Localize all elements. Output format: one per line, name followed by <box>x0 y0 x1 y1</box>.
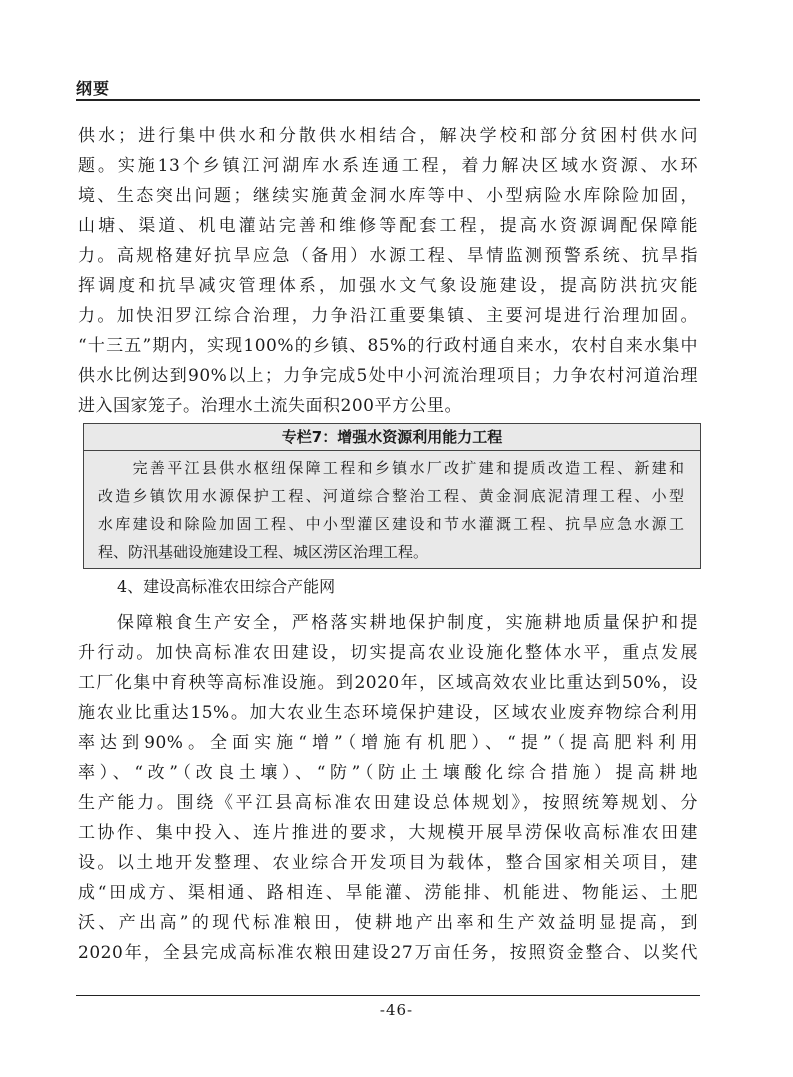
footer-divider <box>76 995 700 996</box>
box-text-line: 水库建设和除险加固工程、中小型灌区建设和节水灌溉工程、抗旱应急水源工 <box>98 515 684 533</box>
page-number: -46- <box>379 1001 414 1019</box>
text-line: 供水比例达到90%以上；力争完成5处中小河流治理项目；力争农村河道治理 <box>78 366 698 386</box>
text-line: 升行动。加快高标准农田建设，切实提高农业设施化整体水平，重点发展 <box>78 643 698 663</box>
text-line: 工厂化集中育秧等高标准设施。到2020年，区域高效农业比重达到50%，设 <box>78 673 698 693</box>
text-line: 施农业比重达15%。加大农业生态环境保护建设，区域农业废弃物综合利用 <box>78 703 698 723</box>
text-line: 山塘、渠道、机电灌站完善和维修等配套工程，提高水资源调配保障能 <box>78 216 698 236</box>
text-line: 力。加快汨罗江综合治理，力争沿江重要集镇、主要河堤进行治理加固。 <box>78 306 698 326</box>
text-line: 进入国家笼子。治理水土流失面积200平方公里。 <box>78 396 462 416</box>
box-text-line: 程、防汛基础设施建设工程、城区涝区治理工程。 <box>98 543 429 561</box>
section-heading: 4、建设高标准农田综合产能网 <box>117 577 336 596</box>
text-line: 成“田成方、渠相通、路相连、旱能灌、涝能排、机能进、物能运、土肥 <box>78 883 698 903</box>
running-header: 纲要 <box>76 79 111 98</box>
paragraph-water-supply <box>78 121 698 421</box>
box-text-line: 改造乡镇饮用水源保护工程、河道综合整治工程、黄金洞底泥清理工程、小型 <box>98 487 684 505</box>
text-line: 工协作、集中投入、连片推进的要求，大规模开展旱涝保收高标准农田建 <box>78 823 698 843</box>
text-line: 率达到90%。全面实施“增”（增施有机肥）、“提”（提高肥料利用 <box>78 733 698 753</box>
box-text-line: 完善平江县供水枢纽保障工程和乡镇水厂改扩建和提质改造工程、新建和 <box>98 459 684 477</box>
feature-box-body <box>84 451 700 566</box>
text-line: 沃、产出高”的现代标准粮田，使耕地产出率和生产效益明显提高，到 <box>78 913 698 933</box>
text-line: 2020年，全县完成高标准农粮田建设27万亩任务，按照资金整合、以奖代 <box>78 943 698 963</box>
feature-box-title: 专栏7：增强水资源利用能力工程 <box>84 424 700 451</box>
text-line: 境、生态突出问题；继续实施黄金洞水库等中、小型病险水库除险加固， <box>78 186 698 206</box>
paragraph-farmland <box>78 608 698 968</box>
text-line: 题。实施13个乡镇江河湖库水系连通工程，着力解决区域水资源、水环 <box>78 156 698 176</box>
text-line: 设。以土地开发整理、农业综合开发项目为载体，整合国家相关项目，建 <box>78 853 698 873</box>
feature-box <box>83 423 701 569</box>
header-divider <box>76 99 700 101</box>
text-line: 保障粮食生产安全，严格落实耕地保护制度，实施耕地质量保护和提 <box>78 613 698 633</box>
text-line: 供水；进行集中供水和分散供水相结合，解决学校和部分贫困村供水问 <box>78 126 698 146</box>
text-line: 率）、“改”（改良土壤）、“防”（防止土壤酸化综合措施）提高耕地 <box>78 763 698 783</box>
text-line: 挥调度和抗旱减灾管理体系，加强水文气象设施建设，提高防洪抗灾能 <box>78 276 698 296</box>
text-line: 力。高规格建好抗旱应急（备用）水源工程、旱情监测预警系统、抗旱指 <box>78 246 698 266</box>
text-line: “十三五”期内，实现100%的乡镇、85%的行政村通自来水，农村自来水集中 <box>78 336 698 356</box>
text-line: 生产能力。围绕《平江县高标准农田建设总体规划》，按照统筹规划、分 <box>78 793 698 813</box>
